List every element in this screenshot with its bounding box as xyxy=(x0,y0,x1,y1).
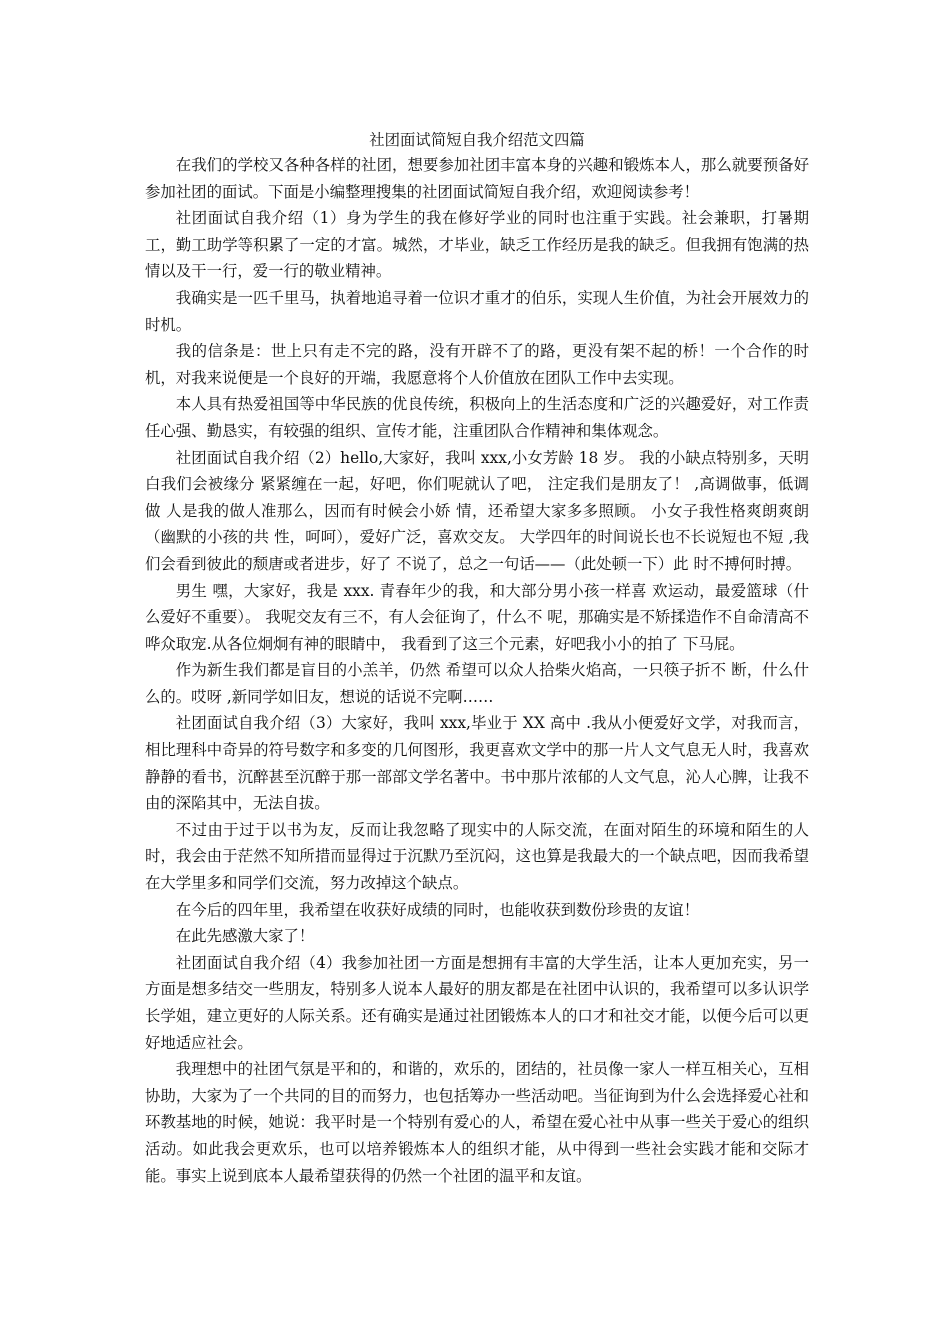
intro-4-paragraph: 社团面试自我介绍（4）我参加社团一方面是想拥有丰富的大学生活，让本人更加充实，另一方面是想多结交一些朋友，特别多人说本人最好的朋友都是在社团中认识的，我希望可以多认识学长学姐，建立更好的人际关系。还有确实是通过社团锻炼本人的口才和社交才能，以便今后可以更好地适应社会。 xyxy=(145,953,809,1052)
paragraph: 不过由于过于以书为友，反而让我忽略了现实中的人际交流，在面对陌生的环境和陌生的人时，我会由于茫然不知所措而显得过于沉默乃至沉闷，这也算是我最大的一个缺点吧，因而我希望在大学里多和同学们交流，努力改掉这个缺点。 xyxy=(145,820,809,893)
intro-1-paragraph: 社团面试自我介绍（1）身为学生的我在修好学业的同时也注重于实践。社会兼职，打暑期工，勤工助学等积累了一定的才富。城然，才毕业，缺乏工作经历是我的缺乏。但我拥有饱满的热情以及干一行，爱一行的敬业精神。 xyxy=(145,209,809,281)
intro-paragraph: 在我们的学校又各种各样的社团，想要参加社团丰富本身的兴趣和锻炼本人，那么就要预备好参加社团的面试。下面是小编整理搜集的社团面试简短自我介绍，欢迎阅读参考！ xyxy=(145,156,809,201)
paragraph: 作为新生我们都是盲目的小羔羊，仍然 希望可以众人拾柴火焰高，一只筷子折不 断，什么什么的。哎呀 ,新同学如旧友，想说的话说不完啊…… xyxy=(145,661,809,706)
intro-2-paragraph: 社团面试自我介绍（2）hello,大家好，我叫 xxx,小女芳龄 18 岁。 我的小缺点特别多，天明白我们会被缘分 紧紧缠在一起，好吧，你们呢就认了吧， 注定我们是朋友了！ ,高调做事，低调做 人是我的做人准那么，因而有时候会小娇 情，还希望大家多多照顾。 小女子我性格爽朗爽朗（幽默的小孩的共 性，呵呵），爱好广泛，喜欢交友。 大学四年的时间说长也不长说短也不短 ,我们会看到彼此的颓唐或者进步，好了 不说了，总之一句话——（此处顿一下）此 时不搏何时搏。 xyxy=(145,448,809,573)
paragraph: 在今后的四年里，我希望在收获好成绩的同时，也能收获到数份珍贵的友谊！ xyxy=(175,900,700,919)
paragraph: 在此先感激大家了！ xyxy=(175,927,315,946)
paragraph: 我的信条是：世上只有走不完的路，没有开辟不了的路，更没有架不起的桥！一个合作的时机，对我来说便是一个良好的开端，我愿意将个人价值放在团队工作中去实现。 xyxy=(145,342,809,387)
document-body xyxy=(145,128,809,1189)
paragraph: 我确实是一匹千里马，执着地追寻着一位识才重才的伯乐，实现人生价值，为社会开展效力的时机。 xyxy=(145,288,809,334)
document-title: 社团面试简短自我介绍范文四篇 xyxy=(369,131,585,149)
paragraph: 男生 嘿，大家好，我是 xxx. 青春年少的我，和大部分男小孩一样喜 欢运动，最爱篮球（什么爱好不重要）。 我呢交友有三不，有人会征询了，什么不 呢，那确实是不矫揉造作不自命清高不 哗众取宠.从各位炯炯有神的眼睛中， 我看到了这三个元素，好吧我小小的拍了 下马屁。 xyxy=(145,581,809,653)
intro-3-paragraph: 社团面试自我介绍（3）大家好，我叫 xxx,毕业于 XX 高中 .我从小便爱好文学，对我而言，相比理科中奇异的符号数字和多变的几何图形，我更喜欢文学中的那一片人文气息无人时，我喜欢静静的看书，沉醉甚至沉醉于那一部部文学名著中。书中那片浓郁的人文气息，沁人心脾，让我不由的深陷其中，无法自拔。 xyxy=(145,714,809,813)
paragraph: 我理想中的社团气氛是平和的，和谐的，欢乐的，团结的，社员像一家人一样互相关心，互相协助，大家为了一个共同的目的而努力，也包括筹办一些活动吧。当征询到为什么会选择爱心社和环教基地的时候，她说：我平时是一个特别有爱心的人，希望在爱心社中从事一些关于爱心的组织活动。如此我会更欢乐，也可以培养锻炼本人的组织才能，从中得到一些社会实践才能和交际才能。事实上说到底本人最希望获得的仍然一个社团的温平和友谊。 xyxy=(145,1060,809,1185)
paragraph: 本人具有热爱祖国等中华民族的优良传统，积极向上的生活态度和广泛的兴趣爱好，对工作责任心强、勤恳实，有较强的组织、宣传才能，注重团队合作精神和集体观念。 xyxy=(145,395,809,440)
